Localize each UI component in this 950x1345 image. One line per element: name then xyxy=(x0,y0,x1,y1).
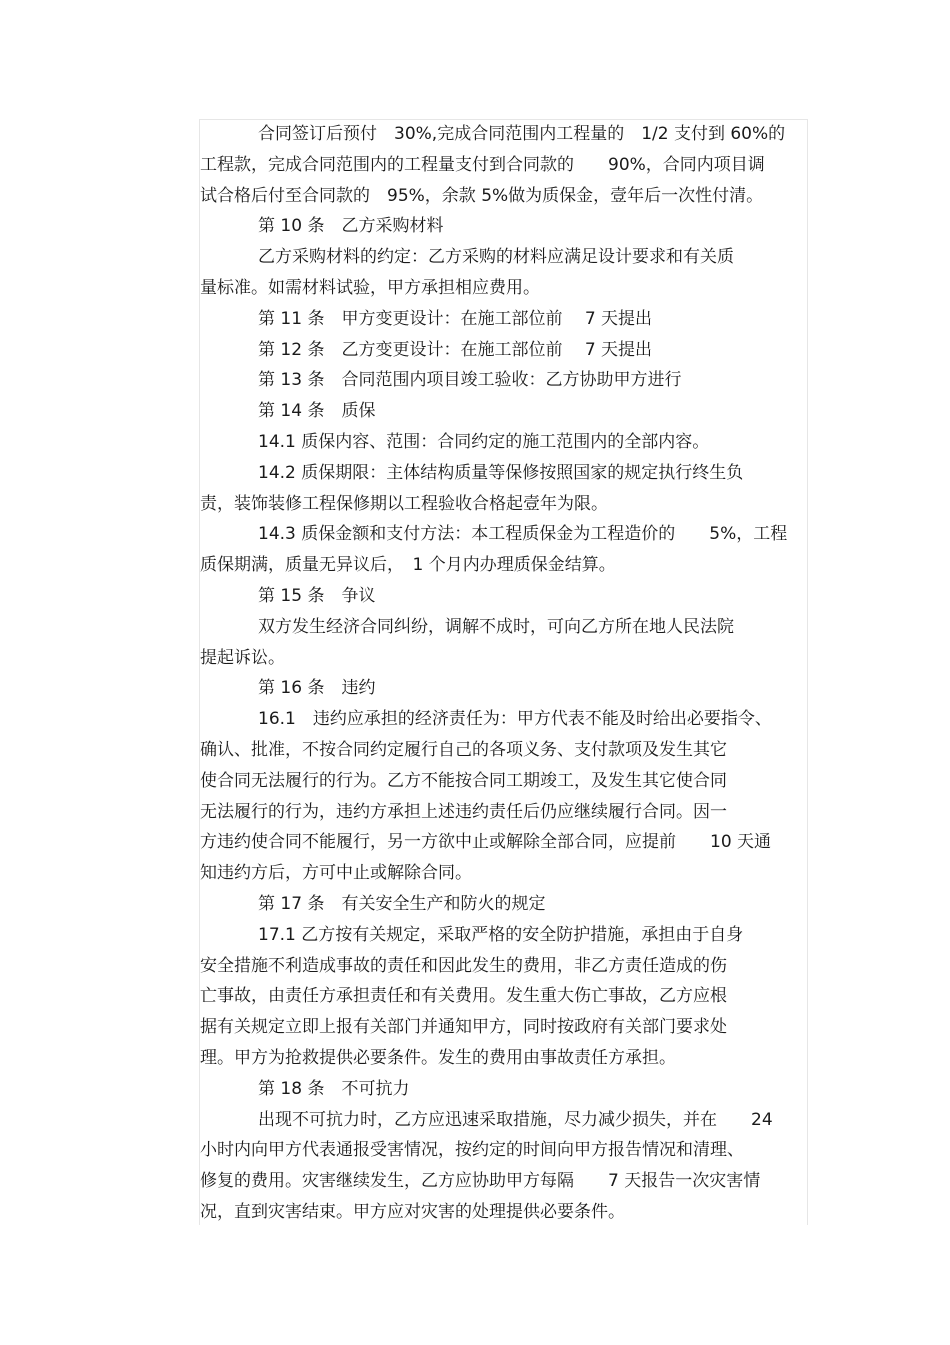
document-line: 修复的费用。灾害继续发生，乙方应协助甲方每隔 7 天报告一次灾害情 xyxy=(200,1171,761,1192)
document-line: 提起诉讼。 xyxy=(200,647,285,668)
document-line: 16.1 违约应承担的经济责任为：甲方代表不能及时给出必要指令、 xyxy=(258,709,772,730)
document-line: 无法履行的行为，违约方承担上述违约责任后仍应继续履行合同。因一 xyxy=(200,801,727,822)
document-line: 第 12 条 乙方变更设计：在施工部位前 7 天提出 xyxy=(258,339,653,360)
document-line: 工程款，完成合同范围内的工程量支付到合同款的 90%，合同内项目调 xyxy=(200,154,765,175)
document-line: 双方发生经济合同纠纷，调解不成时，可向乙方所在地人民法院 xyxy=(258,616,734,637)
document-line: 第 18 条 不可抗力 xyxy=(258,1078,410,1099)
document-line: 小时内向甲方代表通报受害情况，按约定的时间向甲方报告情况和清理、 xyxy=(200,1140,744,1161)
document-line: 第 15 条 争议 xyxy=(258,586,376,606)
document-line: 使合同无法履行的行为。乙方不能按合同工期竣工，及发生其它使合同 xyxy=(200,770,727,791)
document-line: 确认、批准，不按合同约定履行自己的各项义务、支付款项及发生其它 xyxy=(200,740,727,760)
document-line: 方违约使合同不能履行，另一方欲中止或解除全部合同，应提前 10 天通 xyxy=(200,832,772,853)
document-line: 据有关规定立即上报有关部门并通知甲方，同时按政府有关部门要求处 xyxy=(200,1017,727,1038)
document-line: 14.3 质保金额和支付方法：本工程质保金为工程造价的 5%，工程 xyxy=(258,524,788,545)
document-line: 14.2 质保期限：主体结构质量等保修按照国家的规定执行终生负 xyxy=(258,462,744,483)
document-line: 第 13 条 合同范围内项目竣工验收：乙方协助甲方进行 xyxy=(258,370,682,391)
document-line: 量标准。如需材料试验，甲方承担相应费用。 xyxy=(200,278,540,298)
document-line: 况，直到灾害结束。甲方应对灾害的处理提供必要条件。 xyxy=(200,1202,625,1222)
document-line: 第 14 条 质保 xyxy=(258,401,376,422)
document-line: 14.1 质保内容、范围：合同约定的施工范围内的全部内容。 xyxy=(258,432,710,452)
document-line: 质保期满，质量无异议后， 1 个月内办理质保金结算。 xyxy=(200,555,616,576)
document-line: 第 17 条 有关安全生产和防火的规定 xyxy=(258,894,546,914)
document-line: 第 16 条 违约 xyxy=(258,678,376,699)
document-line: 亡事故，由责任方承担责任和有关费用。发生重大伤亡事故，乙方应根 xyxy=(200,986,727,1007)
document-line: 17.1 乙方按有关规定，采取严格的安全防护措施，承担由于自身 xyxy=(258,924,744,945)
document-line: 安全措施不利造成事故的责任和因此发生的费用，非乙方责任造成的伤 xyxy=(200,955,727,976)
document-line: 出现不可抗力时，乙方应迅速采取措施，尽力减少损失，并在 24 xyxy=(258,1109,773,1130)
document-line: 责，装饰装修工程保修期以工程验收合格起壹年为限。 xyxy=(200,493,608,514)
document-line: 试合格后付至合同款的 95%，余款 5%做为质保金，壹年后一次性付清。 xyxy=(200,185,764,206)
document-line: 第 11 条 甲方变更设计：在施工部位前 7 天提出 xyxy=(258,308,653,329)
document-line: 合同签订后预付 30%,完成合同范围内工程量的 1/2 支付到 60%的 xyxy=(258,124,786,144)
document-line: 理。甲方为抢救提供必要条件。发生的费用由事故责任方承担。 xyxy=(200,1048,676,1068)
document-line: 知违约方后，方可中止或解除合同。 xyxy=(200,863,472,884)
document-line: 第 10 条 乙方采购材料 xyxy=(258,216,444,237)
document-line: 乙方采购材料的约定：乙方采购的材料应满足设计要求和有关质 xyxy=(258,247,734,268)
